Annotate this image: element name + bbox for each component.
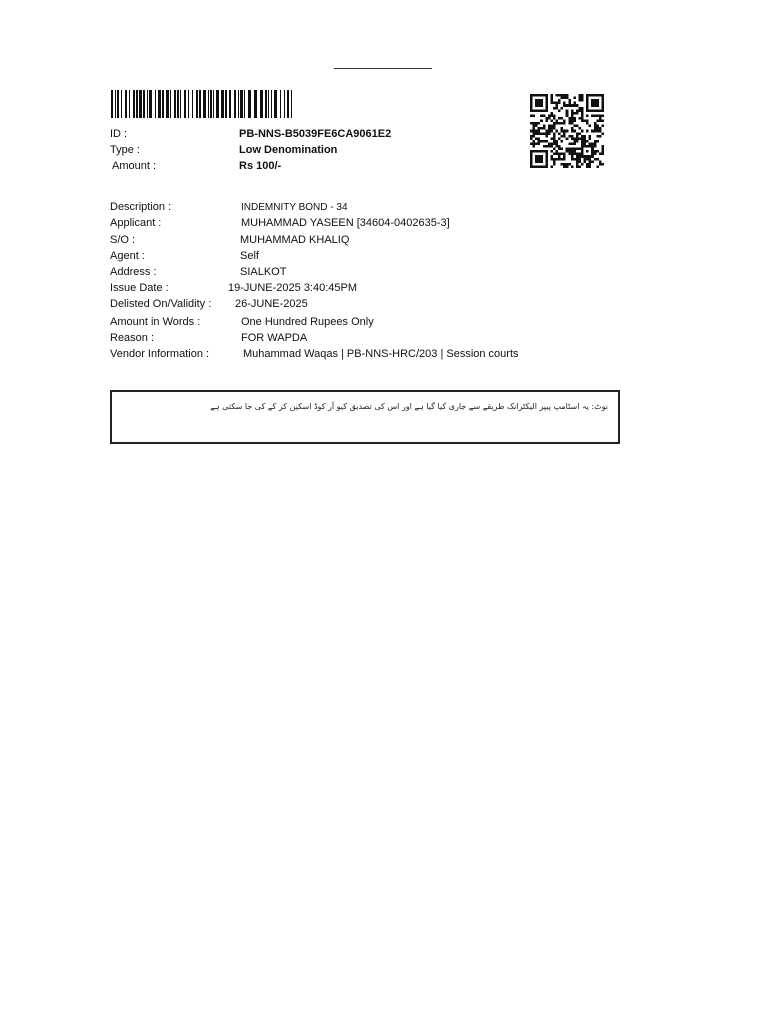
detail-value: INDEMNITY BOND - 34	[241, 202, 348, 213]
type-label: Type :	[110, 144, 140, 156]
detail-value: MUHAMMAD YASEEN [34604-0402635-3]	[241, 217, 450, 229]
detail-label: Vendor Information :	[110, 348, 210, 360]
type-value: Low Denomination	[239, 144, 338, 156]
notice-box	[110, 390, 620, 444]
detail-value: SIALKOT	[240, 266, 287, 278]
detail-value: Muhammad Waqas | PB-NNS-HRC/203 | Session courts	[243, 348, 519, 360]
amount-value: Rs 100/-	[239, 160, 282, 172]
detail-label: Delisted On/Validity :	[110, 298, 212, 310]
detail-value: 19-JUNE-2025 3:40:45PM	[228, 282, 358, 294]
detail-label: Issue Date :	[110, 282, 169, 294]
detail-label: Reason :	[110, 332, 155, 344]
detail-label: Agent :	[110, 250, 145, 262]
detail-label: Applicant :	[110, 217, 162, 229]
amount-label: Amount :	[112, 160, 157, 172]
detail-value: MUHAMMAD KHALIQ	[240, 234, 350, 246]
detail-label: Address :	[110, 266, 157, 278]
detail-label: S/O :	[110, 234, 136, 246]
barcode-icon	[111, 90, 293, 118]
detail-label: Amount in Words :	[110, 316, 201, 328]
detail-value: Self	[240, 250, 259, 262]
detail-value: FOR WAPDA	[241, 332, 308, 344]
detail-value: One Hundred Rupees Only	[241, 316, 374, 328]
notice-text: نوٹ: یہ اسٹامپ پیپر الیکٹرانک طریقے سے جاری کیا گیا ہے اور اس کی تصدیق کیو آر کوڈ اسکین کر کے کی جا سکتی ہے	[210, 402, 608, 411]
detail-label: Description :	[110, 201, 172, 213]
detail-value: 26-JUNE-2025	[235, 298, 308, 310]
id-value: PB-NNS-B5039FE6CA9061E2	[239, 128, 392, 140]
qr-code-icon	[528, 94, 606, 168]
id-label: ID :	[110, 128, 128, 140]
top-rule	[334, 68, 432, 69]
